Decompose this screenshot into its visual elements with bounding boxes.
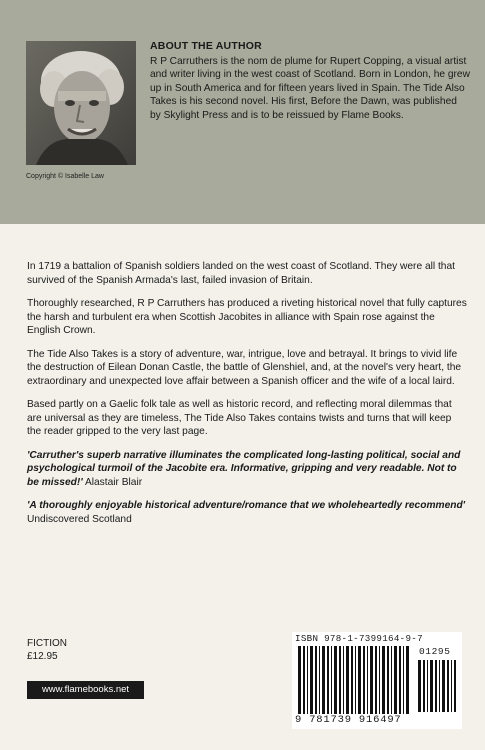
review-quote: 'A thoroughly enjoyable historical adventure/romance that we wholeheartedly recommend': [27, 500, 466, 511]
genre-label: FICTION: [27, 638, 67, 649]
blurb-paragraph-2: Thoroughly researched, R P Carruthers has produced a riveting historical novel that fully captures the harsh and turbulent era when Scottish Jacobites in alliance with Spain rose against the English Crown.: [27, 298, 467, 336]
barcode-panel: [292, 632, 462, 729]
review-quote: 'Carruther's superb narrative illuminates the complicated long-lasting political, social and psychological turmoil of the Jacobite era. Informative, gripping and very readable. Not to be missed!': [27, 449, 461, 488]
blurb-paragraph-4: Based partly on a Gaelic folk tale as well as historic record, and reflecting moral dilemmas that are universal as they are timeless, The Tide Also Takes contains twists and turns that will keep the reader gripped to the very last page.: [27, 399, 452, 437]
barcode-addon-bars: [418, 660, 456, 712]
photo-credit: Copyright © Isabelle Law: [26, 173, 104, 180]
review-source: Alastair Blair: [84, 476, 143, 488]
blurb-paragraph-3: The Tide Also Takes is a story of adventure, war, intrigue, love and betrayal. It brings to vivid life the destruction of Eilean Donan Castle, the battle of Glenshiel, and, at the novel's very heart, the extraordinary and unexpected love affair between a Spanish officer and the wife of a local laird.: [27, 348, 462, 387]
genre-price: [27, 637, 67, 663]
blurb: [27, 260, 467, 536]
author-photo: [26, 41, 136, 165]
author-bio: R P Carruthers is the nom de plume for Rupert Copping, a visual artist and writer living in the west coast of Scotland. Born in London, he grew up in South America and for fifteen years lived in Spain. The Tide Also Takes is his second novel. His first, Before the Dawn, was published by Skylight Press and is to be reissued by Flame Books.: [150, 56, 470, 121]
about-author: [150, 40, 470, 122]
review-source: Undiscovered Scotland: [27, 513, 132, 525]
isbn-label: ISBN 978-1-7399164-9-7: [295, 633, 423, 644]
price-code-label: 01295: [419, 646, 451, 657]
price-label: £12.95: [27, 651, 58, 662]
barcode-bars: [298, 646, 410, 714]
review-2: [27, 499, 467, 526]
review-1: [27, 449, 467, 490]
about-heading: ABOUT THE AUTHOR: [150, 40, 262, 52]
author-section: [0, 0, 485, 224]
ean-label: 9 781739 916497: [295, 714, 402, 726]
blurb-paragraph-1: In 1719 a battalion of Spanish soldiers landed on the west coast of Scotland. They were all that survived of the Spanish Armada's last, failed invasion of Britain.: [27, 261, 455, 286]
website-link[interactable]: www.flamebooks.net: [27, 681, 144, 699]
